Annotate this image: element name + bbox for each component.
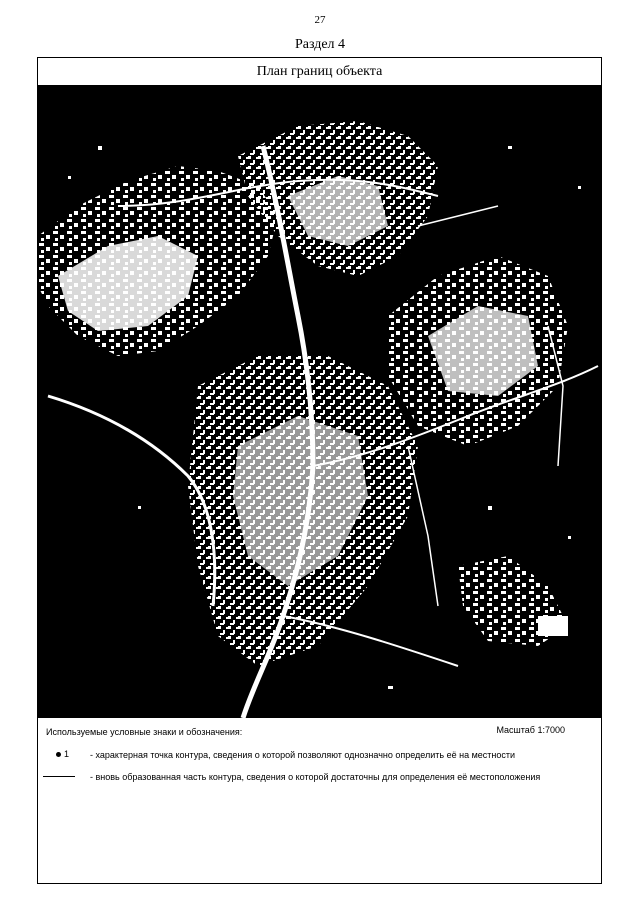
satellite-map [38,86,601,718]
page-number: 27 [314,14,326,26]
plan-frame [37,57,602,884]
point-label: 1 [64,749,70,759]
map-scale: Масштаб 1:7000 [496,725,565,735]
legend-symbol-point [56,749,69,759]
legend-text-line: - вновь образованная часть контура, сведения о которой достаточны для определения её местоположения [90,772,541,782]
legend-heading: Используемые условные знаки и обозначения: [46,727,243,737]
section-title: Раздел 4 [294,37,346,52]
point-dot-icon [56,752,61,757]
legend-text-point: - характерная точка контура, сведения о которой позволяют однозначно определить её на местности [90,750,516,760]
plan-title: План границ объекта [38,58,601,86]
solid-line-icon [43,776,75,777]
satellite-map-image [38,86,601,718]
legend-symbol-line [43,771,75,781]
